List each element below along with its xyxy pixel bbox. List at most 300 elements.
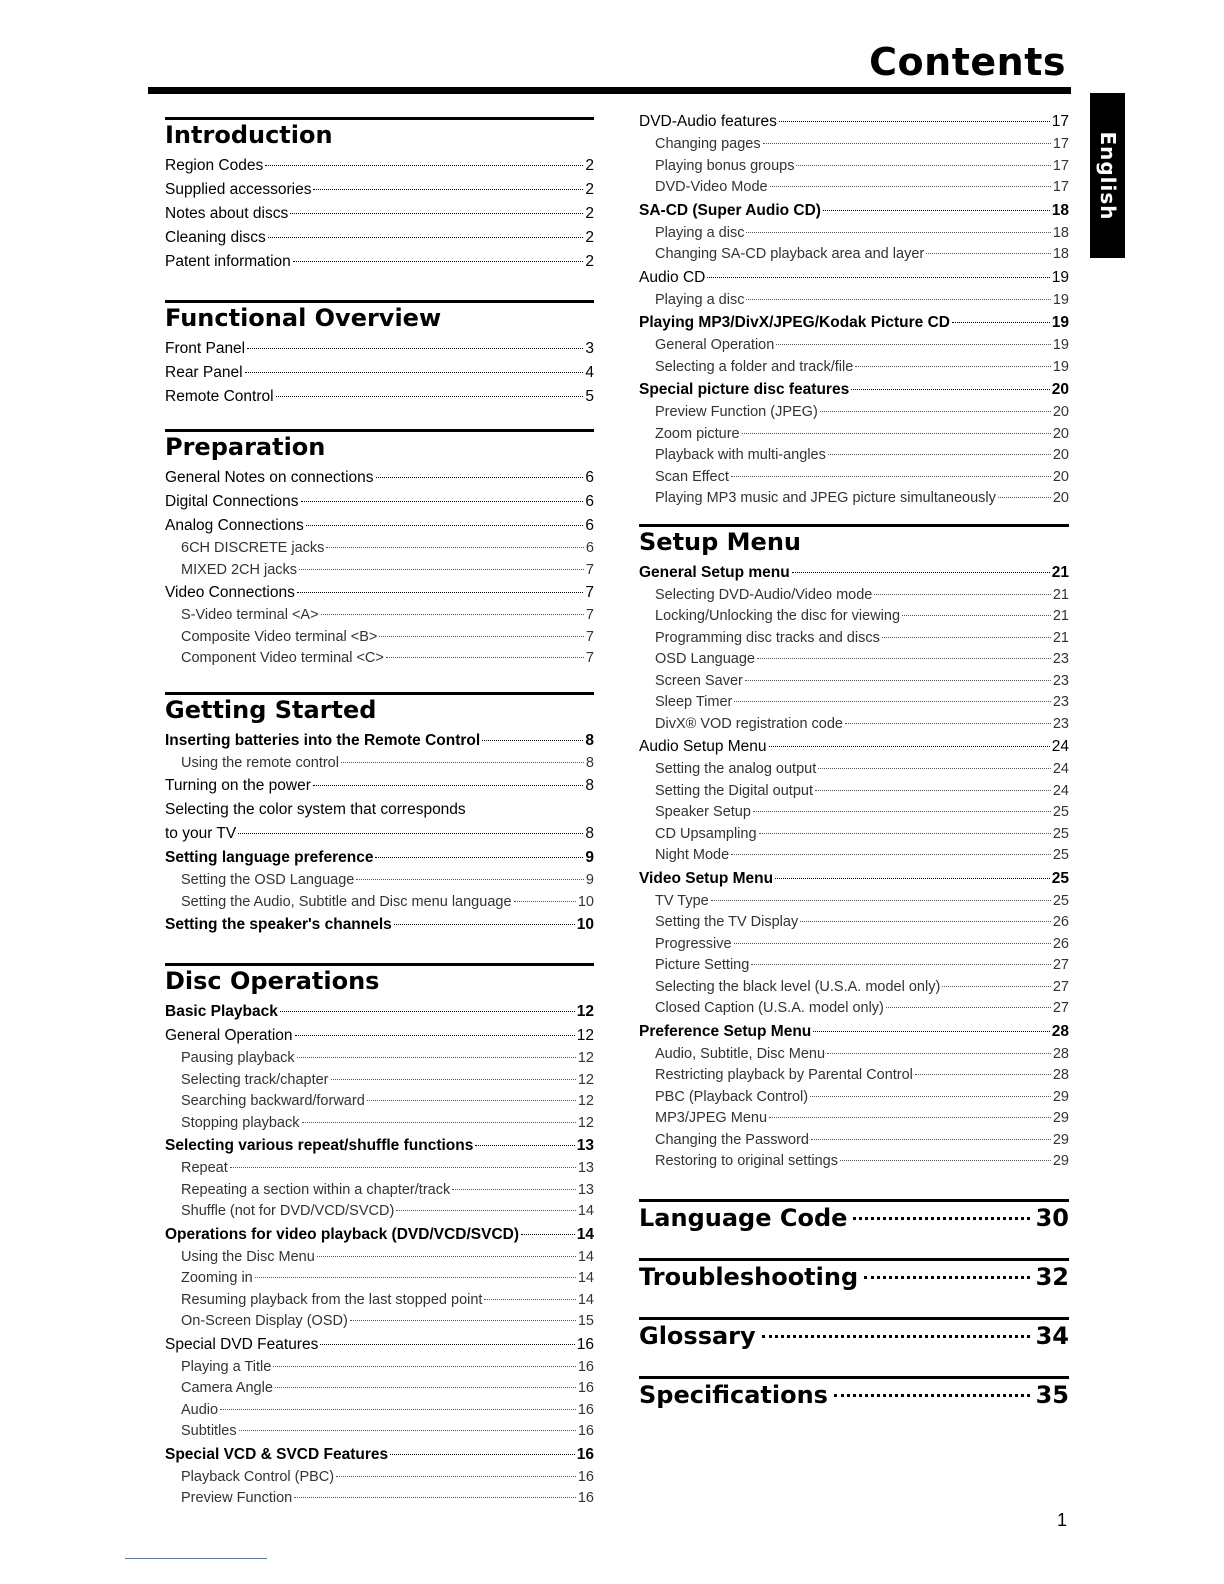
toc-entry-title: Audio CD [639, 268, 706, 286]
toc-entry[interactable] [639, 735, 1069, 759]
dot-leader [301, 501, 584, 502]
dot-leader [792, 572, 1050, 573]
dot-leader [295, 1035, 575, 1036]
toc-entry-title: TV Type [655, 892, 709, 909]
toc-subentry[interactable] [639, 445, 1069, 467]
toc-entry-title: Remote Control [165, 388, 274, 405]
toc-entry-title: Operations for video playback (DVD/VCD/SVCD) [165, 1225, 519, 1243]
toc-entry-title: Closed Caption (U.S.A. model only) [655, 1000, 884, 1016]
dot-leader [482, 740, 583, 741]
toc-entry[interactable] [165, 250, 594, 274]
dot-leader [255, 1277, 576, 1278]
dot-leader [341, 762, 584, 763]
toc-subentry[interactable] [639, 998, 1069, 1020]
toc-entry-page: 6 [585, 493, 594, 510]
toc-entry-title: Video Setup Menu [639, 869, 774, 887]
toc-entry-title: OSD Language [655, 651, 755, 667]
dot-leader [998, 497, 1051, 498]
dot-leader [326, 547, 584, 548]
toc-entry[interactable] [165, 581, 594, 605]
dot-leader [942, 986, 1051, 987]
toc-entry-page: 20 [1051, 381, 1069, 398]
toc-entry[interactable] [165, 822, 594, 846]
toc-entry[interactable] [165, 466, 594, 490]
dot-leader [313, 785, 583, 786]
toc-subentry[interactable] [639, 335, 1069, 357]
toc-entry-title: MP3/JPEG Menu [655, 1110, 768, 1126]
toc-entry-title: Setting the OSD Language [181, 872, 355, 888]
toc-entry-page: 19 [1052, 337, 1069, 353]
major-section-entry[interactable] [639, 1199, 1069, 1252]
toc-entry-title: Scan Effect [655, 468, 729, 485]
section-heading: Getting Started [165, 692, 594, 725]
dot-leader [297, 1057, 576, 1058]
dot-leader [299, 569, 584, 570]
dot-leader [763, 143, 1051, 144]
toc-subentry[interactable] [639, 891, 1069, 913]
toc-entry-page: 6 [585, 469, 594, 486]
toc-entry[interactable] [165, 1443, 594, 1467]
toc-entry[interactable] [639, 867, 1069, 891]
toc-subentry[interactable] [639, 1044, 1069, 1066]
dot-leader [820, 411, 1051, 412]
toc-entry[interactable] [639, 199, 1069, 223]
toc-entry[interactable] [639, 266, 1069, 290]
toc-entry[interactable] [165, 774, 594, 798]
toc-entry-title: Preview Function [181, 1490, 293, 1506]
toc-entry-page: 8 [585, 777, 594, 794]
toc-entry-page: 16 [577, 1401, 594, 1418]
toc-entry-title: Playback Control (PBC) [181, 1468, 335, 1485]
toc-entry-title: Region Codes [165, 157, 264, 174]
toc-entry-title: Programming disc tracks and discs [655, 629, 880, 646]
toc-subentry[interactable] [639, 606, 1069, 628]
toc-entry[interactable] [165, 178, 594, 202]
dot-leader [886, 1007, 1051, 1008]
toc-subentry[interactable] [165, 1357, 594, 1379]
toc-entry-title: Speaker Setup [655, 804, 751, 820]
toc-subentry[interactable] [639, 156, 1069, 178]
dot-leader [275, 1387, 576, 1388]
toc-entry-page: 14 [577, 1291, 594, 1308]
toc-entry-title: Progressive [655, 935, 732, 952]
major-section-title: Language Code [639, 1203, 848, 1232]
toc-subentry[interactable] [165, 892, 594, 914]
section-heading: Preparation [165, 429, 594, 462]
toc-subentry[interactable] [165, 627, 594, 649]
toc-entry-title: Picture Setting [655, 957, 750, 973]
toc-entry-page: 23 [1052, 715, 1069, 732]
toc-entry-title: Pausing playback [181, 1050, 295, 1066]
toc-entry-page: 14 [577, 1270, 594, 1286]
toc-subentry[interactable] [639, 714, 1069, 736]
toc-section [165, 963, 594, 1510]
dot-leader [745, 680, 1051, 681]
toc-entry[interactable] [165, 1024, 594, 1048]
toc-subentry[interactable] [639, 977, 1069, 999]
toc-entry-page: 12 [576, 1003, 594, 1020]
toc-subentry[interactable] [639, 649, 1069, 671]
toc-subentry[interactable] [639, 1087, 1069, 1109]
dot-leader [302, 1122, 576, 1123]
toc-subentry[interactable] [639, 802, 1069, 824]
toc-entry-title: Audio [181, 1401, 219, 1418]
dot-leader [521, 1234, 575, 1235]
toc-entry-title: Selecting DVD-Audio/Video mode [655, 586, 873, 603]
toc-entry-page: 29 [1052, 1131, 1069, 1148]
major-section-page: 30 [1035, 1203, 1069, 1232]
toc-entry-page: 21 [1052, 629, 1069, 646]
toc-subentry[interactable] [165, 1113, 594, 1135]
toc-entry-title: DVD-Audio features [639, 113, 777, 130]
toc-entry-page: 20 [1052, 404, 1069, 420]
toc-entry-page: 25 [1052, 804, 1069, 820]
dot-leader [313, 189, 583, 190]
toc-subentry[interactable] [639, 357, 1069, 379]
toc-subentry[interactable] [639, 671, 1069, 693]
toc-entry-page: 7 [585, 650, 594, 666]
toc-entry-title: Supplied accessories [165, 181, 312, 198]
toc-entry-title: Using the Disc Menu [181, 1248, 315, 1265]
toc-entry-page: 8 [585, 731, 594, 749]
toc-entry-page: 2 [585, 181, 594, 198]
toc-entry-title: Playback with multi-angles [655, 447, 826, 463]
toc-entry-page: 14 [576, 1225, 594, 1243]
toc-entry-page: 25 [1052, 847, 1069, 863]
toc-entry-title: General Operation [165, 1027, 293, 1044]
dot-leader [853, 1217, 1029, 1220]
toc-entry[interactable] [165, 385, 594, 409]
toc-entry-page: 7 [585, 628, 594, 645]
toc-subentry[interactable] [165, 1467, 594, 1489]
toc-entry[interactable] [165, 913, 594, 937]
toc-entry-page: 16 [576, 1445, 594, 1463]
toc-entry-title: Digital Connections [165, 493, 299, 510]
language-tab [1090, 93, 1125, 258]
toc-entry[interactable] [165, 729, 594, 753]
toc-entry-title: 6CH DISCRETE jacks [181, 540, 325, 556]
toc-subentry[interactable] [639, 488, 1069, 510]
dot-leader [776, 344, 1051, 345]
dot-leader [230, 1167, 576, 1168]
toc-subentry[interactable] [165, 1201, 594, 1223]
toc-entry-title: Resuming playback from the last stopped point [181, 1291, 483, 1308]
toc-entry[interactable] [165, 361, 594, 385]
dot-leader [855, 366, 1051, 367]
toc-subentry[interactable] [639, 177, 1069, 199]
toc-entry[interactable] [165, 798, 594, 822]
dot-leader [796, 165, 1050, 166]
dot-leader [475, 1145, 574, 1146]
toc-entry-page: 24 [1052, 782, 1069, 799]
toc-subentry[interactable] [639, 467, 1069, 489]
toc-entry-page: 19 [1051, 268, 1069, 286]
toc-entry-page: 14 [577, 1248, 594, 1265]
toc-entry-page: 20 [1052, 490, 1069, 506]
toc-entry[interactable] [639, 378, 1069, 402]
toc-entry-page: 16 [577, 1380, 594, 1396]
toc-entry-page: 28 [1052, 1045, 1069, 1062]
dot-leader [297, 592, 584, 593]
dot-leader [265, 165, 583, 166]
toc-entry-title: Changing SA-CD playback area and layer [655, 246, 925, 262]
toc-entry-title: Analog Connections [165, 517, 304, 534]
toc-entry-page: 12 [577, 1114, 594, 1131]
dot-leader [514, 901, 576, 902]
toc-subentry[interactable] [165, 1268, 594, 1290]
dot-leader [864, 1276, 1029, 1279]
toc-subentry[interactable] [165, 1400, 594, 1422]
toc-entry-title: Locking/Unlocking the disc for viewing [655, 608, 901, 624]
toc-entry[interactable] [165, 337, 594, 361]
toc-entry[interactable] [639, 1020, 1069, 1044]
toc-entry-page: 2 [585, 205, 594, 222]
toc-subentry[interactable] [639, 781, 1069, 803]
toc-entry-title: Restricting playback by Parental Control [655, 1067, 913, 1083]
toc-entry-page: 27 [1052, 957, 1069, 973]
major-section-entry[interactable] [639, 1258, 1069, 1311]
toc-entry-page: 7 [585, 607, 594, 623]
toc-section [165, 117, 594, 274]
dot-leader [268, 237, 584, 238]
toc-entry-page: 14 [577, 1203, 594, 1219]
toc-subentry[interactable] [165, 648, 594, 670]
toc-subentry[interactable] [639, 424, 1069, 446]
dot-leader [317, 1256, 576, 1257]
toc-subentry[interactable] [639, 824, 1069, 846]
page-number: 1 [1056, 1510, 1067, 1530]
toc-entry[interactable] [165, 490, 594, 514]
toc-entry-title: Repeat [181, 1160, 228, 1176]
toc-entry-title: Composite Video terminal <B> [181, 628, 378, 645]
major-section-title: Specifications [639, 1380, 828, 1409]
dot-leader [840, 1160, 1051, 1161]
toc-entry-page: 25 [1052, 825, 1069, 842]
toc-entry-title: Setting the TV Display [655, 914, 799, 930]
dot-leader [751, 964, 1051, 965]
toc-entry-title: to your TV [165, 825, 237, 842]
major-section-entry[interactable] [639, 1376, 1069, 1429]
toc-entry[interactable] [639, 311, 1069, 335]
toc-section [165, 692, 594, 938]
title-rule [148, 87, 1071, 94]
toc-entry-page: 2 [585, 253, 594, 270]
dot-leader [321, 614, 584, 615]
toc-entry-page: 7 [585, 584, 594, 601]
toc-entry-title: Special picture disc features [639, 381, 850, 398]
dot-leader [746, 232, 1050, 233]
toc-subentry[interactable] [165, 1290, 594, 1312]
toc-entry-title: Changing pages [655, 136, 761, 152]
toc-entry[interactable] [165, 1134, 594, 1158]
toc-entry-page: 2 [585, 229, 594, 246]
toc-entry-title: Using the remote control [181, 754, 339, 771]
toc-entry-title: Selecting the black level (U.S.A. model only) [655, 978, 941, 995]
toc-subentry[interactable] [639, 1130, 1069, 1152]
toc-entry-page: 16 [577, 1468, 594, 1485]
dot-leader [273, 1366, 576, 1367]
toc-entry-title: Selecting the color system that corresponds [165, 801, 466, 818]
dot-leader [711, 900, 1051, 901]
toc-subentry[interactable] [639, 912, 1069, 934]
toc-entry-title: Camera Angle [181, 1380, 273, 1396]
toc-subentry[interactable] [165, 605, 594, 627]
dot-leader [245, 372, 584, 373]
dot-leader [926, 253, 1051, 254]
major-section-page: 34 [1035, 1321, 1069, 1350]
toc-entry-title: Cleaning discs [165, 229, 266, 246]
toc-entry-page: 13 [576, 1137, 594, 1154]
toc-subentry[interactable] [639, 845, 1069, 867]
dot-leader [775, 878, 1050, 879]
toc-entry-page: 7 [585, 561, 594, 578]
toc-subentry[interactable] [165, 1070, 594, 1092]
toc-subentry[interactable] [165, 560, 594, 582]
dot-leader [882, 637, 1051, 638]
toc-entry-title: Basic Playback [165, 1003, 278, 1020]
toc-section [639, 110, 1069, 510]
dot-leader [742, 433, 1051, 434]
toc-subentry[interactable] [639, 402, 1069, 424]
dot-leader [350, 1320, 576, 1321]
toc-entry-page: 28 [1052, 1067, 1069, 1083]
toc-subentry[interactable] [165, 870, 594, 892]
toc-subentry[interactable] [165, 538, 594, 560]
toc-entry-title: Playing a disc [655, 291, 745, 308]
toc-entry[interactable] [165, 226, 594, 250]
major-section-title: Glossary [639, 1321, 756, 1350]
toc-entry-page: 18 [1052, 224, 1069, 241]
toc-section [639, 524, 1069, 1173]
toc-subentry[interactable] [165, 1180, 594, 1202]
dot-leader [815, 790, 1051, 791]
dot-leader [823, 210, 1050, 211]
dot-leader [828, 454, 1051, 455]
section-heading: Functional Overview [165, 300, 594, 333]
toc-subentry[interactable] [639, 692, 1069, 714]
dot-leader [851, 389, 1050, 390]
toc-subentry[interactable] [639, 1065, 1069, 1087]
toc-subentry[interactable] [639, 934, 1069, 956]
major-section-entry[interactable] [639, 1317, 1069, 1370]
toc-subentry[interactable] [165, 1488, 594, 1510]
toc-entry-title: Changing the Password [655, 1131, 809, 1148]
toc-entry-title: Playing MP3 music and JPEG picture simultaneously [655, 490, 996, 506]
toc-entry-title: Shuffle (not for DVD/VCD/SVCD) [181, 1203, 395, 1219]
toc-entry-page: 23 [1052, 694, 1069, 710]
toc-entry-title: Special DVD Features [165, 1335, 319, 1353]
toc-entry[interactable] [165, 154, 594, 178]
toc-entry-title: Preview Function (JPEG) [655, 404, 818, 420]
toc-entry-title: Sleep Timer [655, 694, 733, 710]
toc-entry[interactable] [165, 1000, 594, 1024]
toc-entry-title: Component Video terminal <C> [181, 650, 384, 666]
toc-entry-title: Subtitles [181, 1423, 237, 1439]
toc-entry-page: 26 [1052, 935, 1069, 952]
toc-subentry[interactable] [639, 1108, 1069, 1130]
toc-subentry[interactable] [639, 244, 1069, 266]
toc-entry-title: CD Upsampling [655, 825, 757, 842]
dot-leader [390, 1454, 575, 1455]
toc-entry-page: 21 [1052, 586, 1069, 603]
toc-section [165, 429, 594, 670]
toc-subentry[interactable] [165, 1247, 594, 1269]
toc-entry-page: 23 [1052, 672, 1069, 689]
toc-subentry[interactable] [639, 585, 1069, 607]
toc-subentry[interactable] [165, 1378, 594, 1400]
toc-entry-title: Setting language preference [165, 849, 374, 866]
toc-entry-title: SA-CD (Super Audio CD) [639, 201, 821, 219]
dot-leader [734, 943, 1051, 944]
toc-entry-page: 13 [577, 1160, 594, 1176]
toc-entry-page: 16 [577, 1423, 594, 1439]
toc-entry[interactable] [165, 1333, 594, 1357]
toc-subentry[interactable] [165, 1421, 594, 1443]
dot-leader [484, 1299, 575, 1300]
toc-subentry[interactable] [639, 759, 1069, 781]
toc-entry[interactable] [165, 1223, 594, 1247]
toc-entry[interactable] [639, 110, 1069, 134]
dot-leader [952, 322, 1050, 323]
toc-subentry[interactable] [639, 223, 1069, 245]
toc-entry[interactable] [165, 846, 594, 870]
toc-entry-page: 21 [1052, 608, 1069, 624]
toc-entry[interactable] [639, 561, 1069, 585]
toc-subentry[interactable] [639, 955, 1069, 977]
toc-entry-page: 9 [585, 872, 594, 888]
toc-entry[interactable] [165, 202, 594, 226]
toc-entry-page: 17 [1052, 136, 1069, 152]
dot-leader [734, 701, 1050, 702]
toc-subentry[interactable] [165, 1048, 594, 1070]
toc-entry-title: DVD-Video Mode [655, 179, 768, 195]
toc-entry-title: Special VCD & SVCD Features [165, 1445, 389, 1463]
toc-entry-page: 9 [585, 849, 594, 866]
toc-entry-page: 19 [1051, 314, 1069, 331]
toc-entry-title: Preference Setup Menu [639, 1022, 812, 1040]
dot-leader [386, 657, 584, 658]
toc-subentry[interactable] [639, 628, 1069, 650]
toc-subentry[interactable] [165, 1091, 594, 1113]
dot-leader [757, 658, 1051, 659]
toc-entry-title: Turning on the power [165, 777, 311, 794]
toc-entry-title: Playing a disc [655, 224, 745, 241]
toc-entry-title: Selecting a folder and track/file [655, 358, 854, 375]
toc-entry-title: Setting the Audio, Subtitle and Disc menu language [181, 893, 512, 910]
dot-leader [336, 1476, 576, 1477]
toc-subentry[interactable] [165, 753, 594, 775]
toc-subentry[interactable] [165, 1158, 594, 1180]
toc-subentry[interactable] [639, 1151, 1069, 1173]
toc-entry-title: Notes about discs [165, 205, 289, 222]
toc-subentry[interactable] [165, 1311, 594, 1333]
major-section-title: Troubleshooting [639, 1262, 859, 1291]
toc-entry-page: 20 [1052, 468, 1069, 485]
dot-leader [731, 476, 1051, 477]
toc-entry-page: 28 [1051, 1022, 1069, 1040]
toc-subentry[interactable] [639, 290, 1069, 312]
dot-leader [396, 1210, 576, 1211]
dot-leader [320, 1344, 574, 1345]
toc-entry-title: On-Screen Display (OSD) [181, 1313, 348, 1329]
toc-subentry[interactable] [639, 134, 1069, 156]
dot-leader [827, 1053, 1051, 1054]
toc-entry-page: 8 [585, 754, 594, 771]
toc-entry-title: Playing bonus groups [655, 157, 795, 174]
toc-entry[interactable] [165, 514, 594, 538]
toc-entry-page: 12 [577, 1071, 594, 1088]
dot-leader [845, 723, 1051, 724]
